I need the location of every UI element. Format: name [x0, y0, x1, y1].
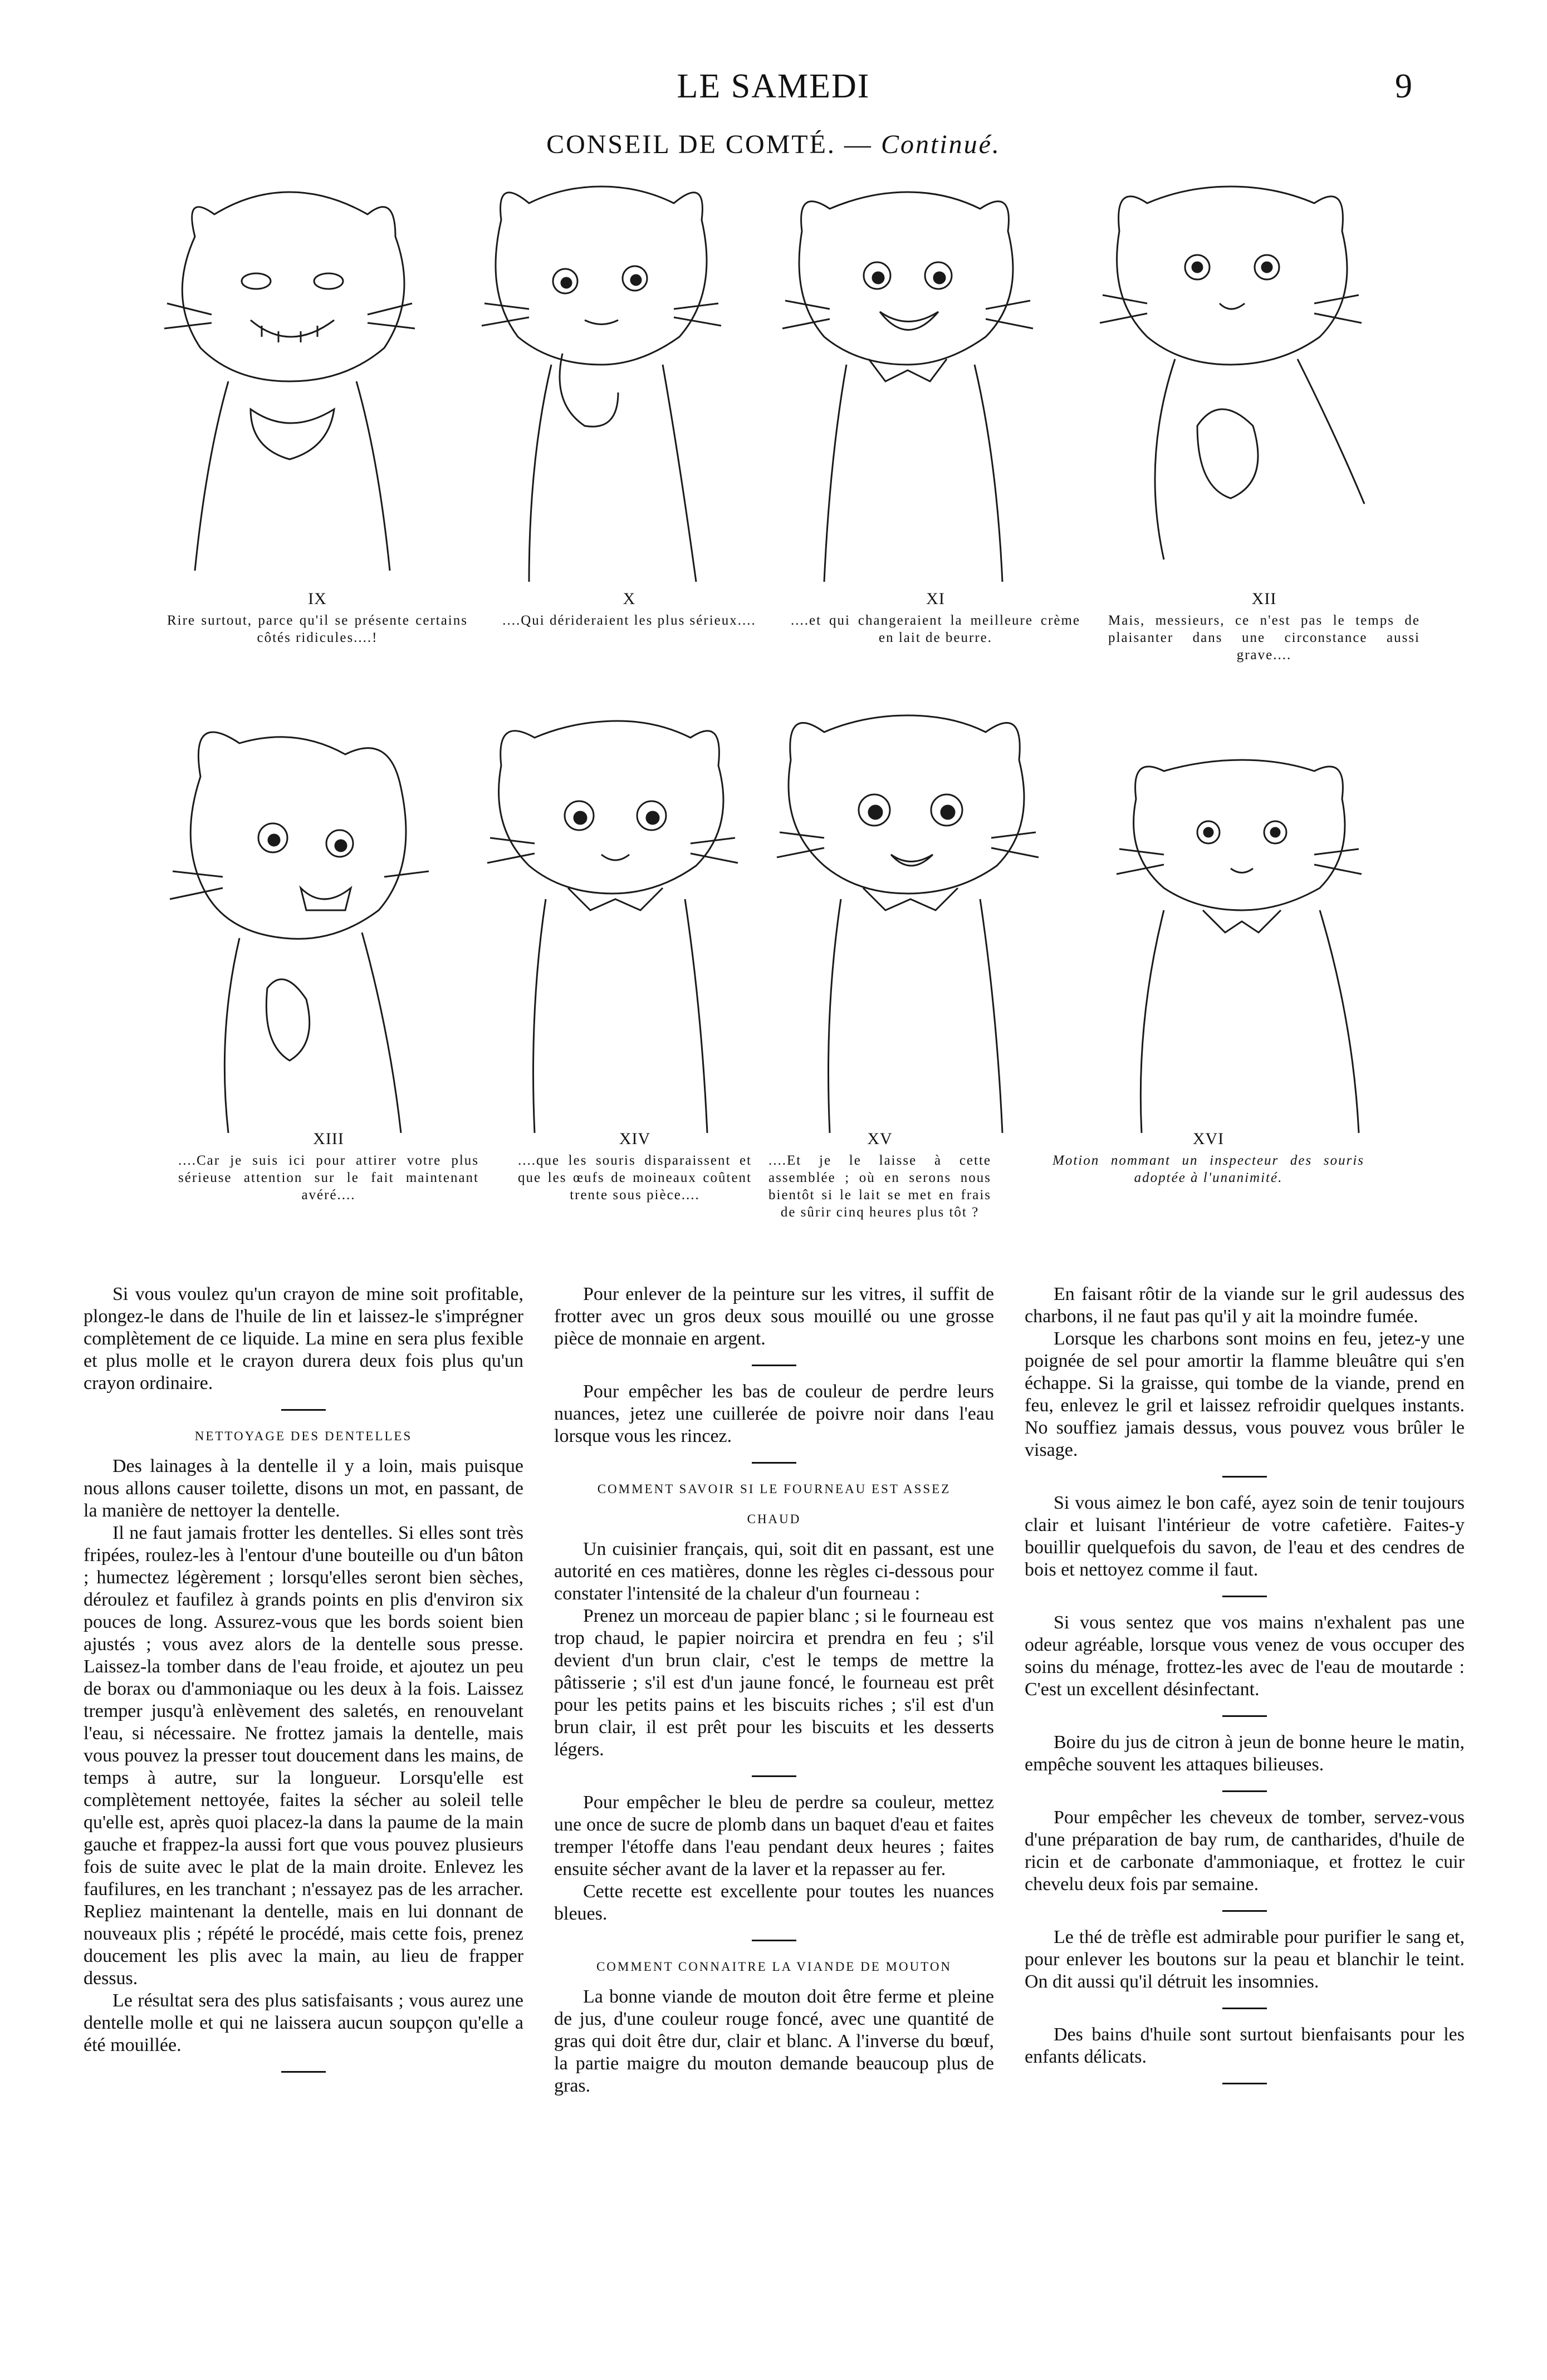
cat-drawing-xiv [487, 721, 738, 1133]
separator [752, 1775, 796, 1777]
paragraph-papier-blanc: Prenez un morceau de papier blanc ; si le fourneau est trop chaud, le papier noircira et prendra en feu ; s'il devient d'un brun clair, c'est le temps de mettre la pâtisserie ; s'il est d'un jaune foncé, le fourneau est prêt pour les petits pains et les biscuits riches ; s'il est d'un brun clair, il est prêt pour les biscuits et les desserts légers. [554, 1606, 994, 1760]
article-column-3 [1025, 1283, 1465, 2099]
separator [1222, 2083, 1267, 2084]
caption-number: XII [1251, 590, 1277, 608]
caption-x [490, 590, 768, 629]
caption-text: ....Car je suis ici pour attirer votre plus sérieuse attention sur le fait maintenant avéré.... [178, 1153, 479, 1203]
paragraph-cheveux: Pour empêcher les cheveux de tomber, servez-vous d'une préparation de bay rum, de cantharides, d'huile de ricin et de carbonate d'ammoniaque, et frottez le cuir chevelu deux fois par semaine. [1025, 1807, 1465, 1895]
paragraph-mouton: La bonne viande de mouton doit être ferme et pleine de jus, d'une couleur rouge foncé, avec une quantité de gras qui doit être dur, clair et blanc. A l'inverse du bœuf, la partie maigre du mouton demande beaucoup plus de gras. [554, 1986, 994, 2096]
caption-text: ....et qui changeraient la meilleure crème en lait de beurre. [791, 613, 1080, 645]
separator [1222, 2008, 1267, 2009]
separator [281, 1409, 326, 1411]
paragraph-bas-couleur: Pour empêcher les bas de couleur de perdre leurs nuances, jetez une cuillerée de poivre noir dans l'eau lorsque vous les rincez. [554, 1381, 994, 1446]
heading-viande-mouton: COMMENT CONNAITRE LA VIANDE DE MOUTON [596, 1960, 952, 1974]
caption-number: XIV [619, 1130, 651, 1148]
cat-drawing-xi [782, 192, 1033, 582]
paragraph-crayon: Si vous voulez qu'un crayon de mine soit profitable, plongez-le dans de l'huile de lin et laissez-le s'imprégner complètement de ce liquide. La mine en sera plus fexible et plus molle et le crayon durera deux fois plus qu'un crayon ordinaire. [84, 1284, 523, 1393]
paragraph-dentelles-intro: Des lainages à la dentelle il y a loin, mais puisque nous allons causer toilette, disons un mot, en passant, de la manière de nettoyer la dentelle. [84, 1456, 523, 1521]
cat-drawing-x [482, 187, 721, 582]
separator [1222, 1476, 1267, 1478]
heading-fourneau-cont: CHAUD [747, 1512, 801, 1526]
separator [752, 1940, 796, 1941]
paragraph-charbons: Lorsque les charbons sont moins en feu, jetez-y une poignée de sel pour amortir la flamme bleuâtre qui s'en échappe. Si la graisse, qui tombe de la viande, prend en feu, enlevez le gril et laissez refroidir quelques instants. No souffiez jamais dessus, vous pouvez vous brûler le visage. [1025, 1328, 1465, 1460]
heading-fourneau: COMMENT SAVOIR SI LE FOURNEAU EST ASSEZ [597, 1482, 951, 1496]
paragraph-the-trefle: Le thé de trèfle est admirable pour purifier le sang et, pour enlever les boutons sur la peau et blanchir le teint. On dit aussi qu'il détruit les insomnies. [1025, 1927, 1465, 1992]
article-column-1 [84, 1283, 523, 2087]
caption-number: XI [926, 590, 945, 608]
page-subtitle [0, 129, 1547, 160]
paragraph-peinture-vitres: Pour enlever de la peinture sur les vitres, il suffit de frotter avec un gros deux sous mouillé ou une grosse pièce de monnaie en argent. [554, 1284, 994, 1349]
caption-xi [791, 590, 1080, 646]
subtitle-continued: Continué. [880, 130, 1001, 159]
caption-xiii [178, 1130, 479, 1204]
paragraph-cuisinier: Un cuisinier français, qui, soit dit en passant, est une autorité en ces matières, donne les règles ci-dessous pour constater l'intensité de la chaleur d'un fourneau : [554, 1539, 994, 1604]
paragraph-bleu: Pour empêcher le bleu de perdre sa couleur, mettez une once de sucre de plomb dans un baquet d'eau et faites tremper l'étoffe dans l'eau pendant deux heures ; faites ensuite sécher avant de la laver et la repasser au fer. [554, 1792, 994, 1880]
separator [1222, 1715, 1267, 1717]
separator [1222, 1596, 1267, 1597]
page-number: 9 [1395, 67, 1412, 105]
caption-text: ....que les souris disparaissent et que les œufs de moineaux coûtent trente sous pièce.... [518, 1153, 752, 1203]
caption-text: Rire surtout, parce qu'il se présente certains côtés ridicules....! [167, 613, 468, 645]
paragraph-rotir-viande: En faisant rôtir de la viande sur le gril audessus des charbons, il ne faut pas qu'il y ait la moindre fumée. [1025, 1284, 1465, 1327]
separator [1222, 1910, 1267, 1912]
paragraph-dentelles-method: Il ne faut jamais frotter les dentelles. Si elles sont très fripées, roulez-les à l'entour d'une bouteille ou d'un bâton ; humectez légèrement ; lorsqu'elles seront bien sèches, déroulez et faufilez à grands points en plis d'environ six pouces de long. Assurez-vous que les bords soient bien ajustés ; vous avez alors de la dentelle sous presse. Laissez-la tomber dans de l'eau froide, et ajoutez un peu de borax ou d'ammoniaque ou les deux à la fois. Laissez tremper jusqu'à enlèvement des saletés, en renouvelant l'eau, si nécessaire. Ne frottez jamais la dentelle, mais vous pouvez la presser tout doucement dans les mains, de temps à autre, sur la longueur. Lorsqu'elle est complètement nettoyée, faites la sécher au soleil telle qu'elle est, après quoi placez-la dans la paume de la main gauche et frappez-la aussi fort que vous pouvez plusieurs fois de suite avec le plat de la main droite. Enlevez les faufilures, en les tranchant ; n'essayez pas de les arracher. Repliez maintenant la dentelle, mais en lui donnant de nouveaux plis ; répété le procédé, mais cette fois, prenez doucement les plis avec la main, au lieu de frapper dessus. [84, 1523, 523, 1989]
article-column-2 [554, 1283, 994, 2097]
caption-text: ....Qui dérideraient les plus sérieux.... [502, 613, 756, 628]
caption-number: XV [867, 1130, 893, 1148]
caption-number: XIII [313, 1130, 344, 1148]
caption-number: XVI [1192, 1130, 1225, 1148]
cat-drawing-xiii [170, 732, 429, 1133]
paragraph-bains-huile: Des bains d'huile sont surtout bienfaisants pour les enfants délicats. [1025, 2024, 1465, 2067]
separator [752, 1365, 796, 1366]
caption-text: Motion nommant un inspecteur des souris adoptée à l'unanimité. [1052, 1153, 1364, 1185]
caption-xiv [518, 1130, 752, 1204]
paragraph-recette-bleue: Cette recette est excellente pour toutes les nuances bleues. [554, 1881, 994, 1924]
caption-xv [768, 1130, 991, 1221]
cat-drawing-xvi [1117, 760, 1362, 1133]
cat-drawing-ix [164, 192, 415, 571]
caption-text: ....Et je le laisse à cette assemblée ; où en serons nous bientôt si le lait se met en frais de sûrir cinq heures plus tôt ? [768, 1153, 991, 1220]
caption-number: X [623, 590, 636, 608]
caption-xii [1108, 590, 1420, 664]
caption-text: Mais, messieurs, ce n'est pas le temps de plaisanter dans une circonstance aussi grave.... [1108, 613, 1420, 663]
separator [281, 2071, 326, 2073]
paragraph-citron: Boire du jus de citron à jeun de bonne heure le matin, empêche souvent les attaques bilieuses. [1025, 1732, 1465, 1775]
cat-illustrations-row-1 [161, 170, 1420, 593]
cat-illustrations-row-2 [156, 676, 1431, 1144]
heading-nettoyage-dentelles: NETTOYAGE DES DENTELLES [194, 1429, 413, 1443]
separator [1222, 1790, 1267, 1792]
paragraph-cafe: Si vous aimez le bon café, ayez soin de tenir toujours clair et luisant l'intérieur de votre cafetière. Faites-y bouillir quelquefois du savon, de l'eau et des cendres de bois et nettoyez comme il faut. [1025, 1493, 1465, 1580]
caption-number: IX [308, 590, 327, 608]
masthead: LE SAMEDI [677, 67, 870, 105]
subtitle-main: CONSEIL DE COMTÉ. — [546, 130, 873, 159]
paragraph-mains: Si vous sentez que vos mains n'exhalent pas une odeur agréable, lorsque vous venez de vous occuper des soins du ménage, frottez-les avec de l'eau de moutarde : C'est un excellent désinfectant. [1025, 1612, 1465, 1700]
paragraph-dentelles-result: Le résultat sera des plus satisfaisants ; vous aurez une dentelle molle et qui ne laissera aucun soupçon qu'elle a été mouillée. [84, 1990, 523, 2055]
separator [752, 1462, 796, 1464]
caption-xvi [1052, 1130, 1364, 1186]
caption-ix [167, 590, 468, 646]
cat-drawing-xii [1100, 187, 1364, 560]
cat-drawing-xv [777, 715, 1039, 1133]
